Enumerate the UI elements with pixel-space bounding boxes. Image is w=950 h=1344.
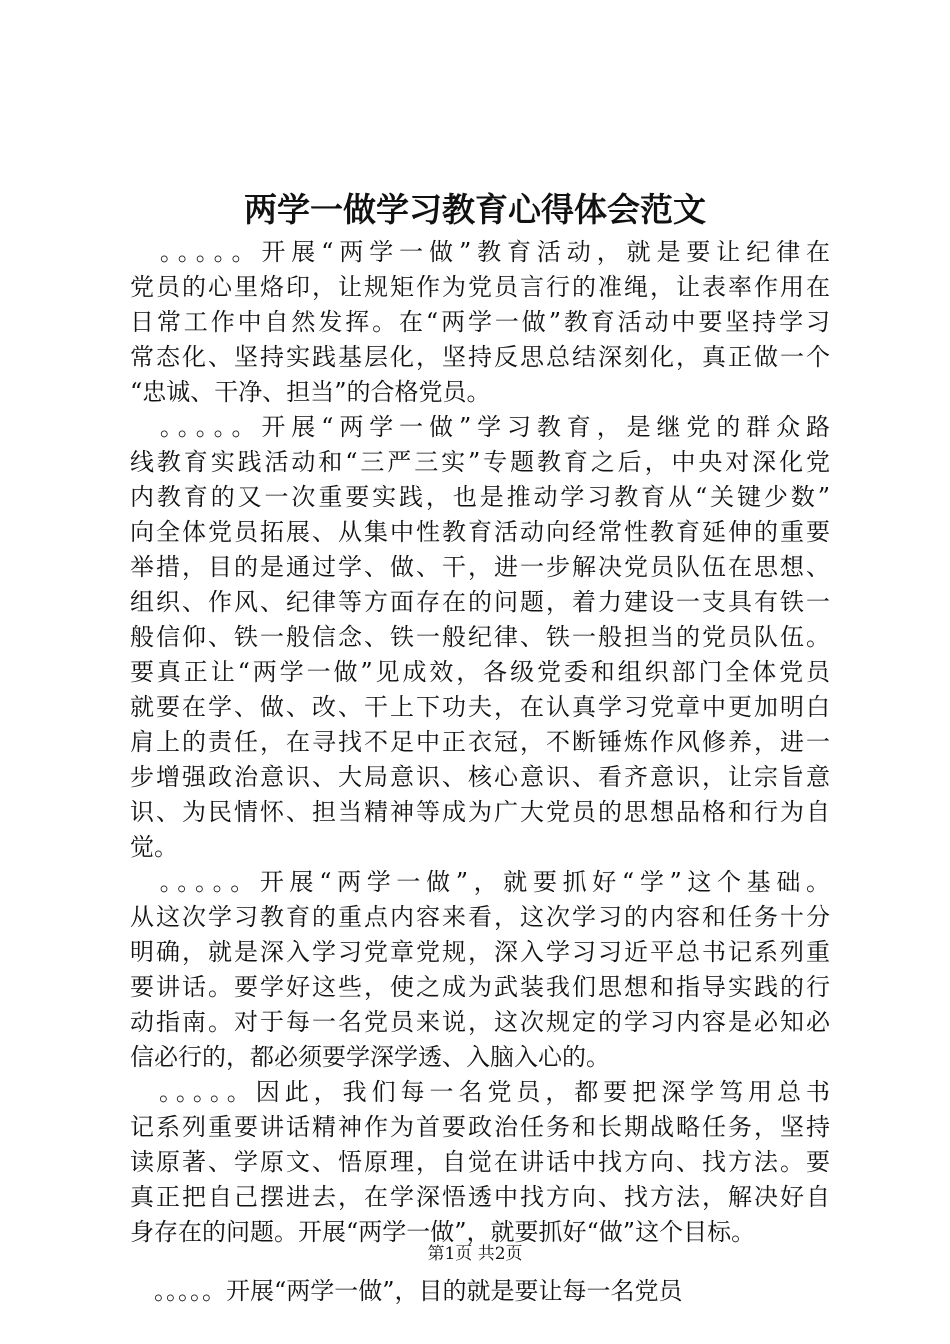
text-line: 内教育的又一次重要实践，也是推动学习教育从“关键少数” — [130, 483, 830, 511]
paragraph-2 — [130, 410, 830, 865]
text-line: “忠诚、干净、担当”的合格党员。 — [130, 378, 491, 406]
paragraph-1 — [130, 235, 830, 410]
text-line: 党员的心里烙印，让规矩作为党员言行的准绳，让表率作用在 — [130, 273, 830, 301]
text-line: 。。。。。开展“两学一做”学习教育，是继党的群众路 — [130, 413, 830, 441]
paragraph-4 — [130, 1075, 830, 1250]
text-line: 身存在的问题。开展“两学一做”，就要抓好“做”这个目标。 — [130, 1218, 756, 1246]
document-body — [130, 235, 830, 1309]
text-line: 记系列重要讲话精神作为首要政治任务和长期战略任务，坚持 — [130, 1113, 830, 1141]
document-title: 两学一做学习教育心得体会范文 — [244, 190, 706, 229]
text-line: 识、为民情怀、担当精神等成为广大党员的思想品格和行为自 — [130, 798, 830, 826]
text-line: 读原著、学原文、悟原理，自觉在讲话中找方向、找方法。要 — [130, 1148, 830, 1176]
text-line: 步增强政治意识、大局意识、核心意识、看齐意识，让宗旨意 — [130, 763, 830, 791]
text-line: 要真正让“两学一做”见成效，各级党委和组织部门全体党员 — [130, 658, 830, 686]
text-line: 要讲话。要学好这些，使之成为武装我们思想和指导实践的行 — [130, 973, 830, 1001]
text-line: 动指南。对于每一名党员来说，这次规定的学习内容是必知必 — [130, 1008, 830, 1036]
paragraph-5 — [130, 1274, 830, 1309]
text-line: 。。。。。开展“两学一做”教育活动，就是要让纪律在 — [130, 238, 830, 266]
text-line: 日常工作中自然发挥。在“两学一做”教育活动中要坚持学习 — [130, 308, 830, 336]
page-number-footer: 第1页 共2页 — [427, 1244, 523, 1264]
text-line: 就要在学、做、改、干上下功夫，在认真学习党章中更加明白 — [130, 693, 830, 721]
text-line: 真正把自己摆进去，在学深悟透中找方向、找方法，解决好自 — [130, 1183, 830, 1211]
text-line: 。。。。。开展“两学一做”，目的就是要让每一名党员 — [130, 1277, 683, 1305]
text-line: 信必行的，都必须要学深学透、入脑入心的。 — [130, 1043, 610, 1071]
text-line: 组织、作风、纪律等方面存在的问题，着力建设一支具有铁一 — [130, 588, 830, 616]
text-line: 。。。。。开展“两学一做”，就要抓好“学”这个基础。 — [130, 868, 830, 896]
text-line: 从这次学习教育的重点内容来看，这次学习的内容和任务十分 — [130, 903, 830, 931]
text-line: 明确，就是深入学习党章党规，深入学习习近平总书记系列重 — [130, 938, 830, 966]
text-line: 常态化、坚持实践基层化，坚持反思总结深刻化，真正做一个 — [130, 343, 830, 371]
text-line: 举措，目的是通过学、做、干，进一步解决党员队伍在思想、 — [130, 553, 830, 581]
text-line: 肩上的责任，在寻找不足中正衣冠，不断锤炼作风修养，进一 — [130, 728, 830, 756]
text-line: 线教育实践活动和“三严三实”专题教育之后，中央对深化党 — [130, 448, 830, 476]
paragraph-3 — [130, 865, 830, 1075]
text-line: 。。。。。因此，我们每一名党员，都要把深学笃用总书 — [130, 1078, 830, 1106]
text-line: 般信仰、铁一般信念、铁一般纪律、铁一般担当的党员队伍。 — [130, 623, 830, 651]
text-line: 觉。 — [130, 833, 178, 861]
text-line: 向全体党员拓展、从集中性教育活动向经常性教育延伸的重要 — [130, 518, 830, 546]
